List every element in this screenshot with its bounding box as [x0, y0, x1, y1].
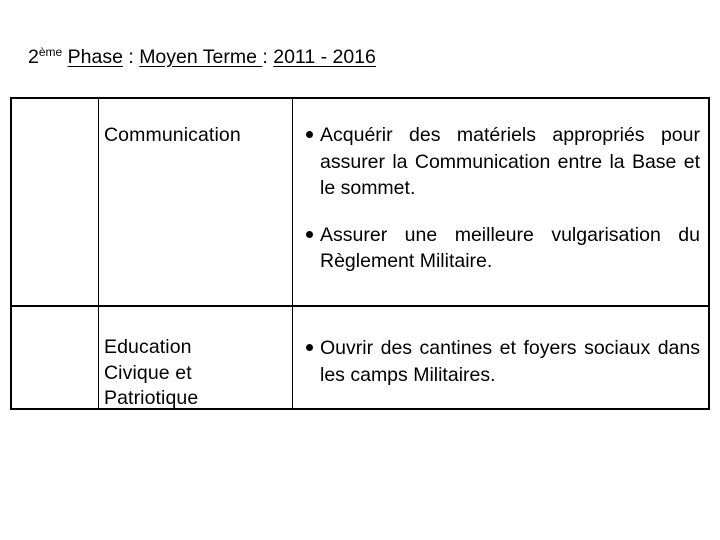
- list-item: [302, 122, 700, 202]
- column-divider-2: [292, 99, 293, 408]
- bullet-icon: [306, 231, 313, 238]
- column-divider-1: [98, 99, 99, 408]
- row-1-items: [302, 122, 700, 295]
- list-item: [302, 335, 700, 388]
- objectives-table: [10, 97, 710, 410]
- bullet-icon: [306, 344, 313, 351]
- separator-1: :: [122, 46, 140, 68]
- row-divider: [12, 305, 708, 307]
- list-item-text: Assurer une meilleure vulgarisation du Règlement Militaire.: [320, 223, 700, 272]
- phase-ordinal-suffix: ème: [38, 45, 63, 59]
- term-label: Moyen Terme: [139, 46, 263, 68]
- bullet-icon: [306, 131, 313, 138]
- row-2-topic: Education Civique et Patriotique: [104, 336, 199, 409]
- list-item-text: Ouvrir des cantines et foyers sociaux dans les camps Militaires.: [320, 337, 700, 386]
- page-title: [28, 38, 376, 71]
- list-item: [302, 222, 700, 275]
- phase-label: Phase: [67, 46, 123, 68]
- row-2-items: [302, 335, 700, 408]
- row-1-topic: Communication: [104, 124, 241, 146]
- phase-ordinal: 2: [28, 46, 39, 68]
- list-item-text: Acquérir des matériels appropriés pour assurer la Communication entre la Base et le sommet.: [320, 124, 700, 199]
- years-range: 2011 - 2016: [273, 46, 376, 68]
- separator-2: :: [262, 46, 274, 68]
